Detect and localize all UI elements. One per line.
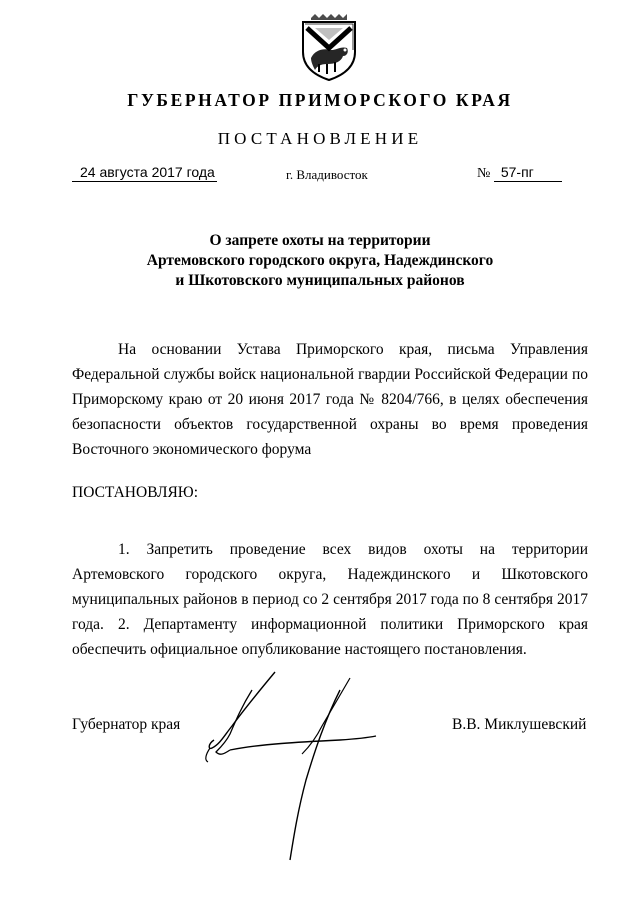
document-date: 24 августа 2017 года xyxy=(72,164,217,182)
number-value: 57-пг xyxy=(494,164,562,182)
document-city: г. Владивосток xyxy=(286,167,368,182)
preamble-paragraph: На основании Устава Приморского края, письма Управления Федеральной службы войск национальной гвардии Российской Федерации по Приморскому краю от 20 июня 2017 года № 8204/766, в целях обеспечения безопасности объектов государственной охраны во время проведения Восточного экономического форума xyxy=(72,341,588,458)
title-line: О запрете охоты на территории xyxy=(209,232,431,249)
document-type: ПОСТАНОВЛЕНИЕ xyxy=(217,129,423,148)
decree-word: ПОСТАНОВЛЯЮ: xyxy=(72,484,199,501)
document-title xyxy=(0,231,640,291)
signer-name: В.В. Миклушевский xyxy=(452,716,587,733)
signer-role: Губернатор края xyxy=(72,716,181,733)
decree-item-1: 1. Запретить проведение всех видов охоты на территории Артемовского городского округа, Надеждинского и Шкотовского муниципальных районов в период со 2 сентября 2017 года по 8 сентября 2017 года. xyxy=(72,541,588,633)
coat-of-arms-icon xyxy=(297,14,361,82)
number-sign: № xyxy=(477,166,491,181)
organization-title: ГУБЕРНАТОР ПРИМОРСКОГО КРАЯ xyxy=(127,90,513,110)
handwritten-signature-icon xyxy=(190,650,400,870)
title-line: Артемовского городского округа, Надеждинского xyxy=(146,252,494,269)
decree-item-2: 2. Департаменту информационной политики Приморского края обеспечить официальное опубликование настоящего постановления. xyxy=(72,616,588,658)
document-number xyxy=(477,164,562,182)
title-line: и Шкотовского муниципальных районов xyxy=(175,272,465,289)
